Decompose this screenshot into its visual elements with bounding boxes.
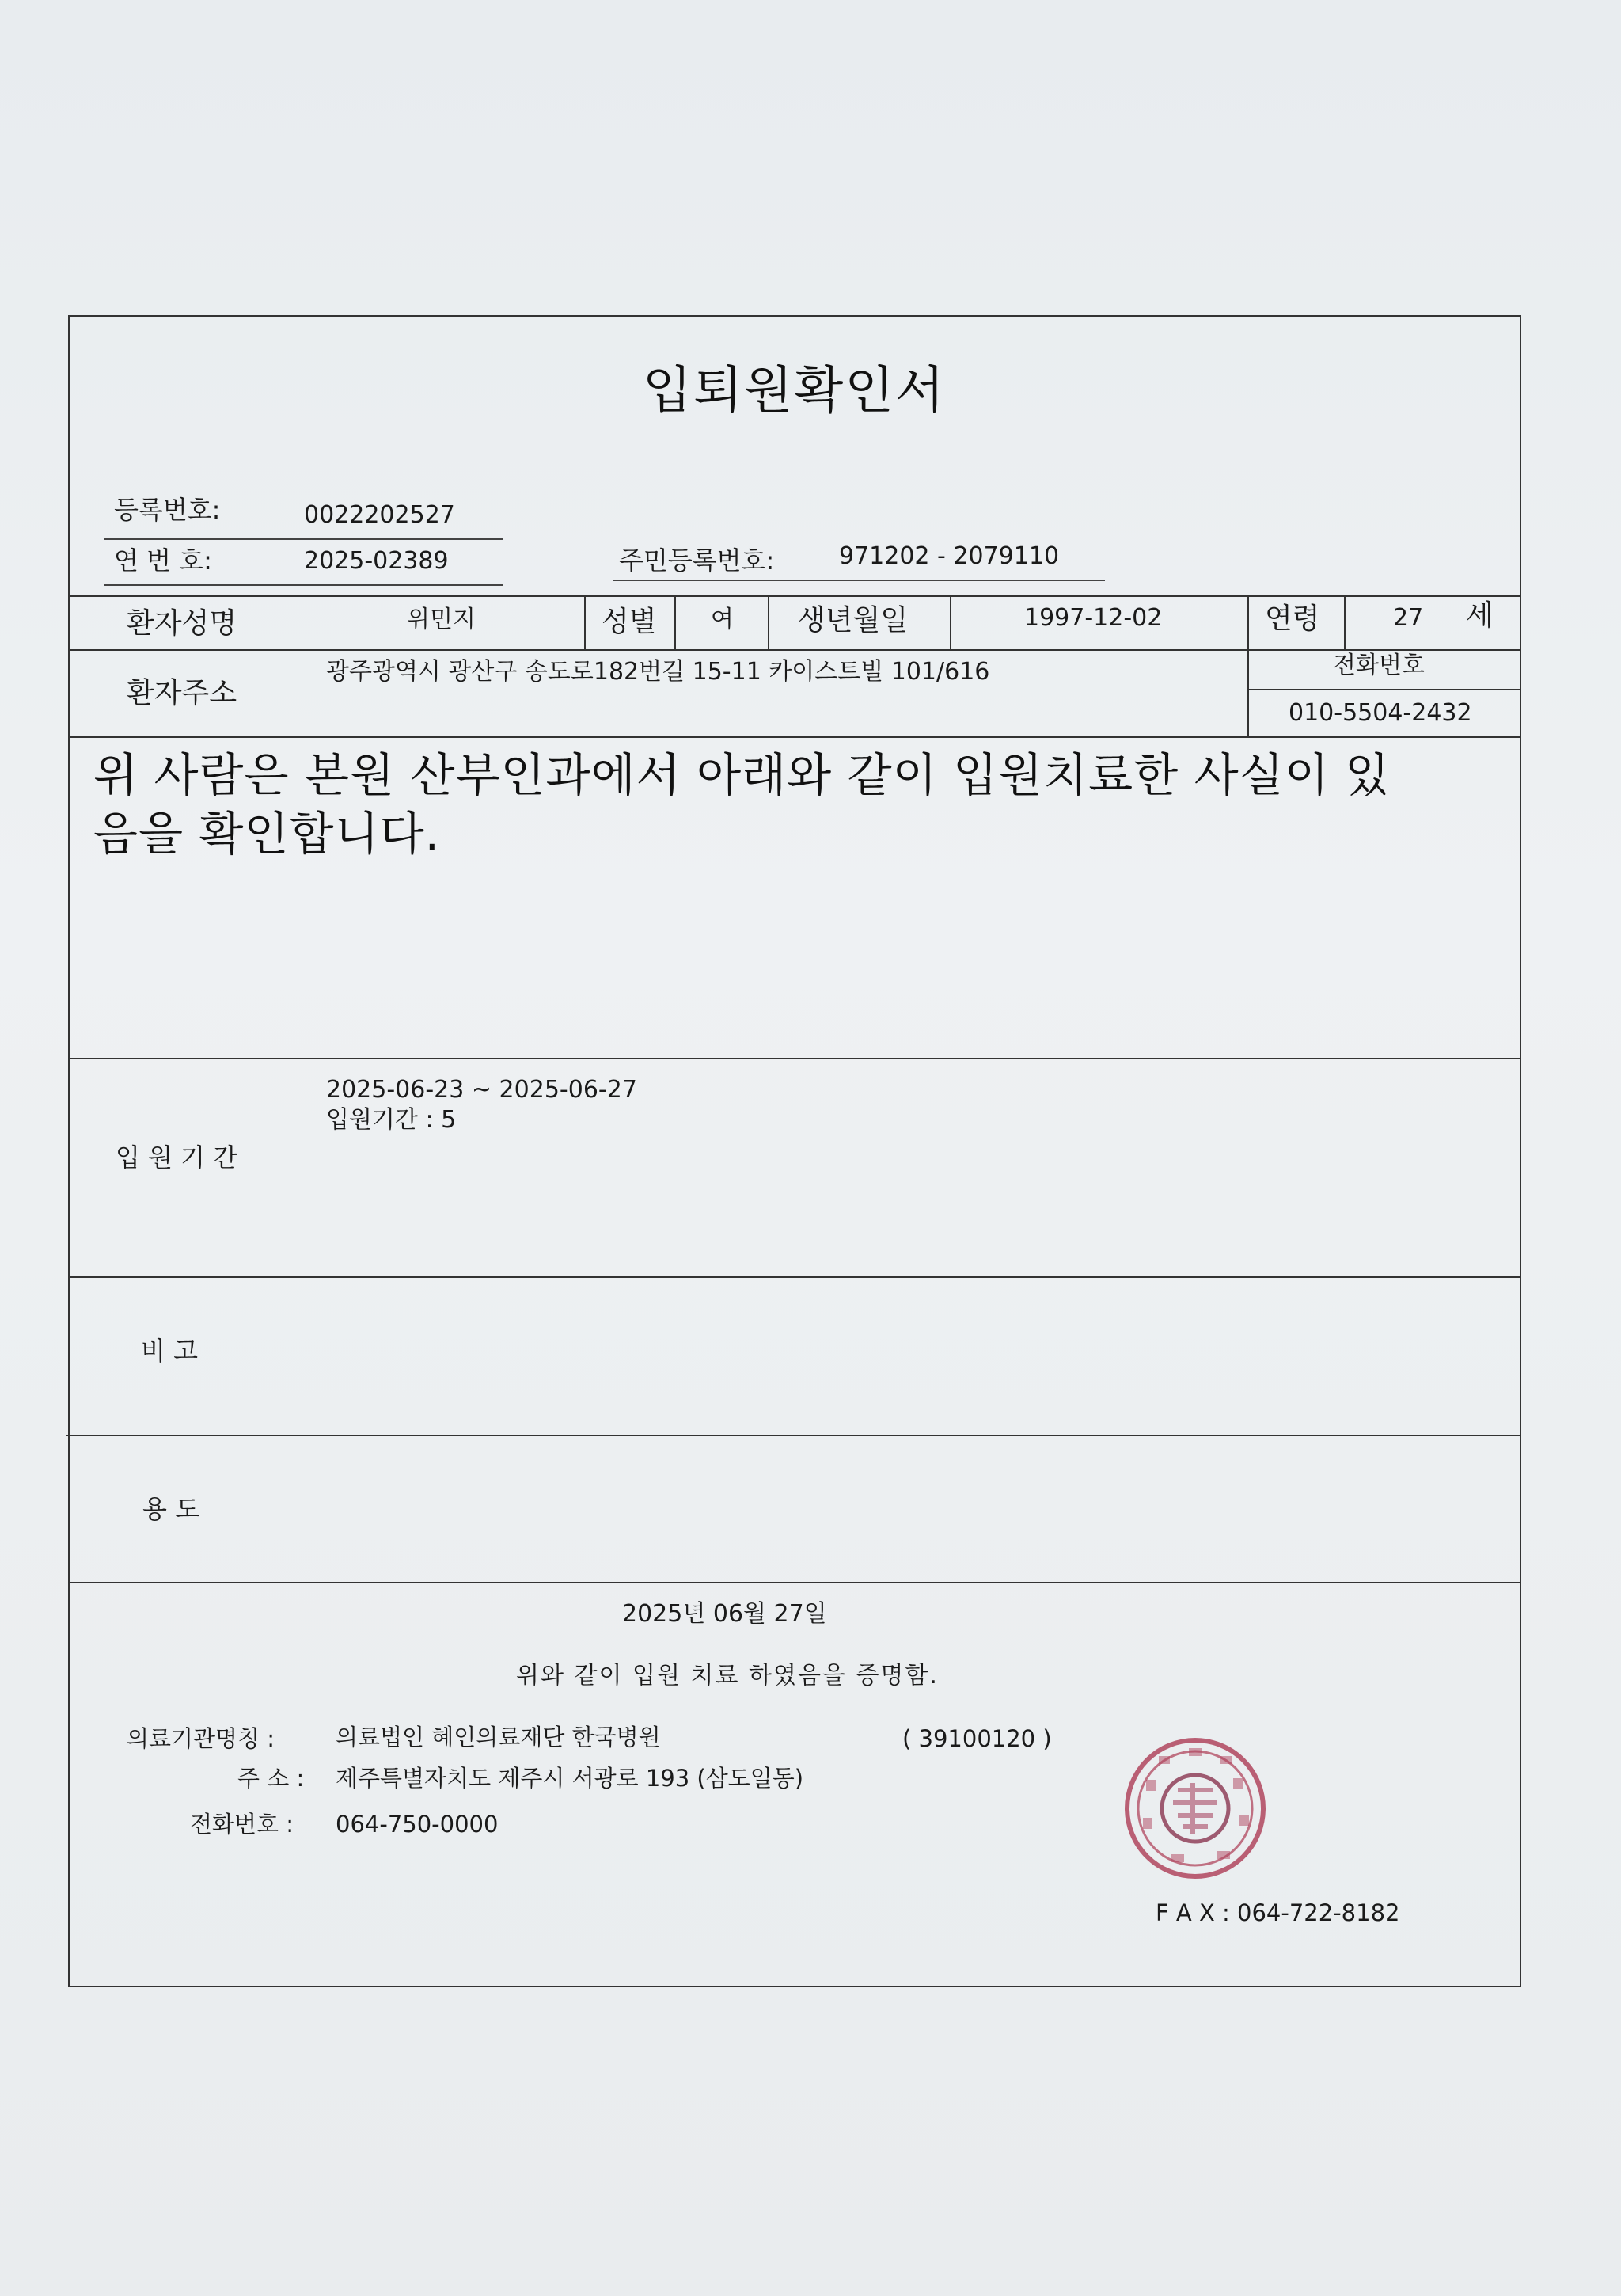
serial-label: 연 번 호: bbox=[114, 545, 212, 576]
section-line bbox=[68, 1582, 1521, 1583]
address-value: 광주광역시 광산구 송도로182번길 15-11 카이스트빌 101/616 bbox=[326, 658, 990, 686]
reg-no-label: 등록번호: bbox=[114, 495, 221, 525]
document-title: 입퇴원확인서 bbox=[643, 362, 946, 420]
institution-label: 의료기관명칭 : bbox=[127, 1725, 275, 1752]
admission-days: 입원기간 : 5 bbox=[326, 1106, 457, 1134]
issue-date: 2025년 06월 27일 bbox=[622, 1600, 827, 1628]
table-line bbox=[68, 595, 1520, 597]
patient-name-label: 환자성명 bbox=[127, 607, 237, 640]
address-label: 환자주소 bbox=[127, 677, 237, 709]
age-label: 연령 bbox=[1265, 603, 1320, 635]
table-divider bbox=[674, 595, 676, 649]
patient-name: 위민지 bbox=[407, 606, 476, 633]
table-line bbox=[68, 649, 1520, 651]
reg-no-value: 0022202527 bbox=[304, 501, 455, 529]
sex-label: 성별 bbox=[602, 606, 657, 638]
reg-no-underline bbox=[104, 538, 503, 540]
hospital-seal-icon bbox=[1122, 1735, 1268, 1881]
table-line bbox=[1247, 689, 1520, 690]
institution-code: ( 39100120 ) bbox=[902, 1725, 1052, 1752]
institution-address-label: 주 소 : bbox=[237, 1765, 305, 1792]
section-line bbox=[68, 1276, 1521, 1278]
serial-value: 2025-02389 bbox=[304, 547, 449, 575]
rrn-value: 971202 - 2079110 bbox=[839, 542, 1060, 570]
age-value: 27 bbox=[1393, 604, 1424, 632]
institution-name: 의료법인 혜인의료재단 한국병원 bbox=[336, 1724, 661, 1751]
purpose-label: 용 도 bbox=[142, 1494, 199, 1524]
serial-underline bbox=[104, 584, 503, 586]
institution-address: 제주특별자치도 제주시 서광로 193 (삼도일동) bbox=[336, 1765, 804, 1792]
statement-line-1: 위 사람은 본원 산부인과에서 아래와 같이 입원치료한 사실이 있 bbox=[93, 748, 1391, 802]
institution-tel-label: 전화번호 : bbox=[190, 1811, 294, 1838]
table-divider bbox=[1247, 595, 1249, 736]
rrn-label: 주민등록번호: bbox=[619, 545, 775, 576]
dob-label: 생년월일 bbox=[798, 604, 909, 637]
table-divider bbox=[584, 595, 586, 649]
phone-label: 전화번호 bbox=[1333, 652, 1425, 679]
rrn-underline bbox=[613, 580, 1105, 581]
section-line bbox=[68, 1058, 1521, 1059]
statement-line-2: 음을 확인합니다. bbox=[93, 807, 441, 861]
sex-value: 여 bbox=[711, 606, 734, 633]
table-divider bbox=[950, 595, 951, 649]
table-divider bbox=[1344, 595, 1346, 649]
certify-statement: 위와 같이 입원 치료 하였음을 증명함. bbox=[516, 1662, 939, 1690]
table-divider bbox=[768, 595, 769, 649]
form-border bbox=[68, 315, 1521, 1987]
phone-value: 010-5504-2432 bbox=[1289, 699, 1472, 727]
table-line bbox=[68, 736, 1520, 738]
dob-value: 1997-12-02 bbox=[1024, 604, 1163, 632]
admission-label: 입 원 기 간 bbox=[116, 1142, 238, 1173]
institution-tel: 064-750-0000 bbox=[336, 1811, 499, 1838]
admission-period: 2025-06-23 ~ 2025-06-27 bbox=[326, 1076, 637, 1104]
age-unit: 세 bbox=[1466, 599, 1494, 632]
institution-fax: F A X : 064-722-8182 bbox=[1156, 1899, 1400, 1926]
section-line bbox=[66, 1435, 1520, 1436]
remarks-label: 비 고 bbox=[141, 1336, 198, 1366]
